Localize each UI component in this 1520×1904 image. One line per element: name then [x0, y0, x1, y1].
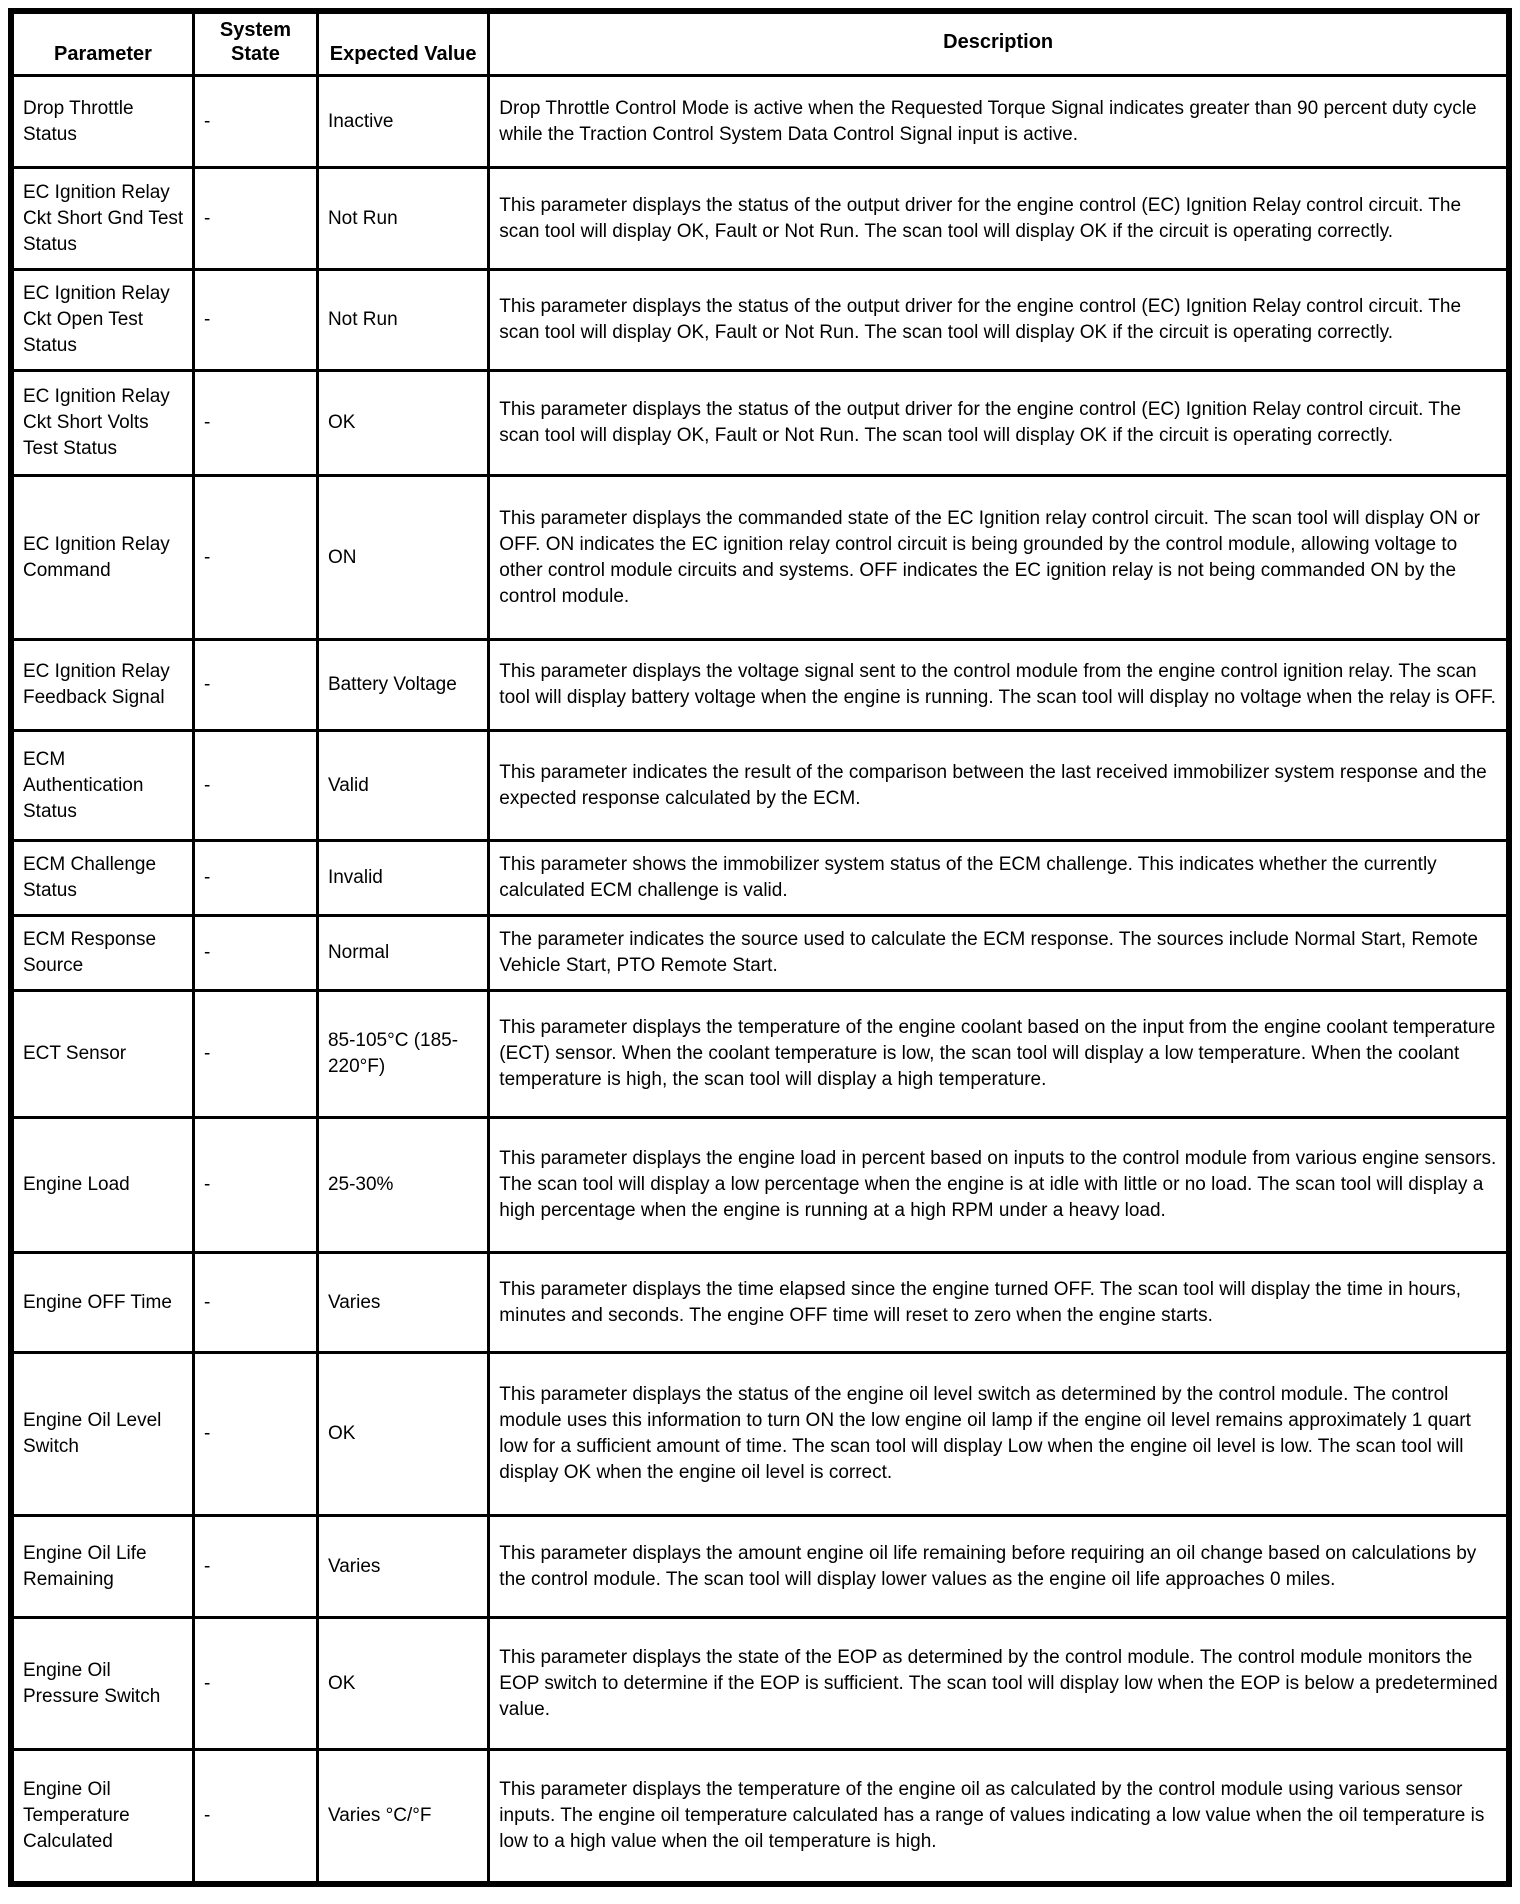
table-row [11, 1516, 1509, 1618]
table-row [11, 731, 1509, 841]
description-cell: This parameter displays the commanded state of the EC Ignition relay control circuit. The scan tool will display ON or OFF. ON indicates the EC ignition relay control circuit is being grounded by the control module, allowing voltage to other control module circuits and systems. OFF indicates the EC ignition relay is not being commanded ON by the control module. [489, 476, 1509, 640]
system-state-cell: - [193, 371, 317, 476]
system-state-cell: - [193, 1253, 317, 1353]
system-state-cell: - [193, 1618, 317, 1750]
description-cell: This parameter displays the state of the EOP as determined by the control module. The control module monitors the EOP switch to determine if the EOP is sufficient. The scan tool will display low when the EOP is below a predetermined value. [489, 1618, 1509, 1750]
parameter-cell: Drop Throttle Status [11, 76, 193, 168]
table-row [11, 476, 1509, 640]
parameter-cell: ECT Sensor [11, 991, 193, 1118]
table-row [11, 1750, 1509, 1884]
description-cell: This parameter displays the voltage signal sent to the control module from the engine control ignition relay. The scan tool will display battery voltage when the engine is running. The scan tool will display no voltage when the relay is OFF. [489, 640, 1509, 731]
description-cell: This parameter displays the status of the output driver for the engine control (EC) Ignition Relay control circuit. The scan tool will display OK, Fault or Not Run. The scan tool will display OK if the circuit is operating correctly. [489, 168, 1509, 270]
expected-value-cell: 25-30% [317, 1118, 488, 1253]
system-state-cell: - [193, 76, 317, 168]
expected-value-cell: Inactive [317, 76, 488, 168]
table-row [11, 270, 1509, 371]
system-state-cell: - [193, 1353, 317, 1516]
expected-value-cell: Not Run [317, 270, 488, 371]
system-state-cell: - [193, 1750, 317, 1884]
table-row [11, 1353, 1509, 1516]
parameter-cell: Engine Oil Life Remaining [11, 1516, 193, 1618]
expected-value-cell: OK [317, 1618, 488, 1750]
expected-value-cell: Varies [317, 1253, 488, 1353]
description-cell: This parameter displays the status of the output driver for the engine control (EC) Ignition Relay control circuit. The scan tool will display OK, Fault or Not Run. The scan tool will display OK if the circuit is operating correctly. [489, 270, 1509, 371]
expected-value-cell: Invalid [317, 841, 488, 916]
parameter-cell: ECM Challenge Status [11, 841, 193, 916]
description-cell: Drop Throttle Control Mode is active when the Requested Torque Signal indicates greater than 90 percent duty cycle while the Traction Control System Data Control Signal input is active. [489, 76, 1509, 168]
expected-value-cell: 85-105°C (185-220°F) [317, 991, 488, 1118]
system-state-cell: - [193, 991, 317, 1118]
table-row [11, 916, 1509, 991]
expected-value-cell: OK [317, 371, 488, 476]
parameter-cell: EC Ignition Relay Feedback Signal [11, 640, 193, 731]
description-cell: This parameter displays the temperature of the engine oil as calculated by the control module using various sensor inputs. The engine oil temperature calculated has a range of values indicating a low value when the oil temperature is low to a high value when the oil temperature is high. [489, 1750, 1509, 1884]
parameter-cell: Engine Oil Pressure Switch [11, 1618, 193, 1750]
description-cell: This parameter displays the time elapsed since the engine turned OFF. The scan tool will display the time in hours, minutes and seconds. The engine OFF time will reset to zero when the engine starts. [489, 1253, 1509, 1353]
column-header-parameter: Parameter [11, 11, 193, 76]
description-cell: This parameter displays the status of the engine oil level switch as determined by the control module. The control module uses this information to turn ON the low engine oil lamp if the engine oil level remains approximately 1 quart low for a sufficient amount of time. The scan tool will display Low when the engine oil level is low. The scan tool will display OK when the engine oil level is correct. [489, 1353, 1509, 1516]
table-row [11, 76, 1509, 168]
parameter-cell: EC Ignition Relay Command [11, 476, 193, 640]
parameter-cell: Engine Load [11, 1118, 193, 1253]
description-cell: This parameter displays the temperature of the engine coolant based on the input from the engine coolant temperature (ECT) sensor. When the coolant temperature is low, the scan tool will display a low temperature. When the coolant temperature is high, the scan tool will display a high temperature. [489, 991, 1509, 1118]
table-row [11, 1118, 1509, 1253]
system-state-cell: - [193, 731, 317, 841]
table-row [11, 371, 1509, 476]
table-row [11, 841, 1509, 916]
system-state-cell: - [193, 640, 317, 731]
parameter-cell: ECM Response Source [11, 916, 193, 991]
table-row [11, 1253, 1509, 1353]
system-state-cell: - [193, 1118, 317, 1253]
system-state-cell: - [193, 1516, 317, 1618]
column-header-system-state: System State [193, 11, 317, 76]
expected-value-cell: Not Run [317, 168, 488, 270]
table-header-row [11, 11, 1509, 76]
parameter-cell: EC Ignition Relay Ckt Short Volts Test Status [11, 371, 193, 476]
table-row [11, 168, 1509, 270]
table-row [11, 991, 1509, 1118]
column-header-expected-value: Expected Value [317, 11, 488, 76]
expected-value-cell: OK [317, 1353, 488, 1516]
description-cell: The parameter indicates the source used to calculate the ECM response. The sources include Normal Start, Remote Vehicle Start, PTO Remote Start. [489, 916, 1509, 991]
parameter-cell: Engine Oil Temperature Calculated [11, 1750, 193, 1884]
expected-value-cell: Normal [317, 916, 488, 991]
table-row [11, 1618, 1509, 1750]
table-row [11, 640, 1509, 731]
description-cell: This parameter indicates the result of the comparison between the last received immobilizer system response and the expected response calculated by the ECM. [489, 731, 1509, 841]
description-cell: This parameter shows the immobilizer system status of the ECM challenge. This indicates whether the currently calculated ECM challenge is valid. [489, 841, 1509, 916]
system-state-cell: - [193, 916, 317, 991]
system-state-cell: - [193, 270, 317, 371]
expected-value-cell: Valid [317, 731, 488, 841]
parameter-cell: EC Ignition Relay Ckt Open Test Status [11, 270, 193, 371]
description-cell: This parameter displays the engine load in percent based on inputs to the control module from various engine sensors. The scan tool will display a low percentage when the engine is at idle with little or no load. The scan tool will display a high percentage when the engine is running at a high RPM under a heavy load. [489, 1118, 1509, 1253]
parameter-cell: Engine OFF Time [11, 1253, 193, 1353]
description-cell: This parameter displays the amount engine oil life remaining before requiring an oil change based on calculations by the control module. The scan tool will display lower values as the engine oil life approaches 0 miles. [489, 1516, 1509, 1618]
expected-value-cell: Varies [317, 1516, 488, 1618]
description-cell: This parameter displays the status of the output driver for the engine control (EC) Ignition Relay control circuit. The scan tool will display OK, Fault or Not Run. The scan tool will display OK if the circuit is operating correctly. [489, 371, 1509, 476]
expected-value-cell: ON [317, 476, 488, 640]
system-state-cell: - [193, 168, 317, 270]
system-state-cell: - [193, 841, 317, 916]
parameter-cell: EC Ignition Relay Ckt Short Gnd Test Status [11, 168, 193, 270]
parameter-cell: ECM Authentication Status [11, 731, 193, 841]
expected-value-cell: Battery Voltage [317, 640, 488, 731]
parameter-cell: Engine Oil Level Switch [11, 1353, 193, 1516]
column-header-description: Description [489, 11, 1509, 76]
expected-value-cell: Varies °C/°F [317, 1750, 488, 1884]
parameter-table [8, 8, 1512, 1887]
system-state-cell: - [193, 476, 317, 640]
